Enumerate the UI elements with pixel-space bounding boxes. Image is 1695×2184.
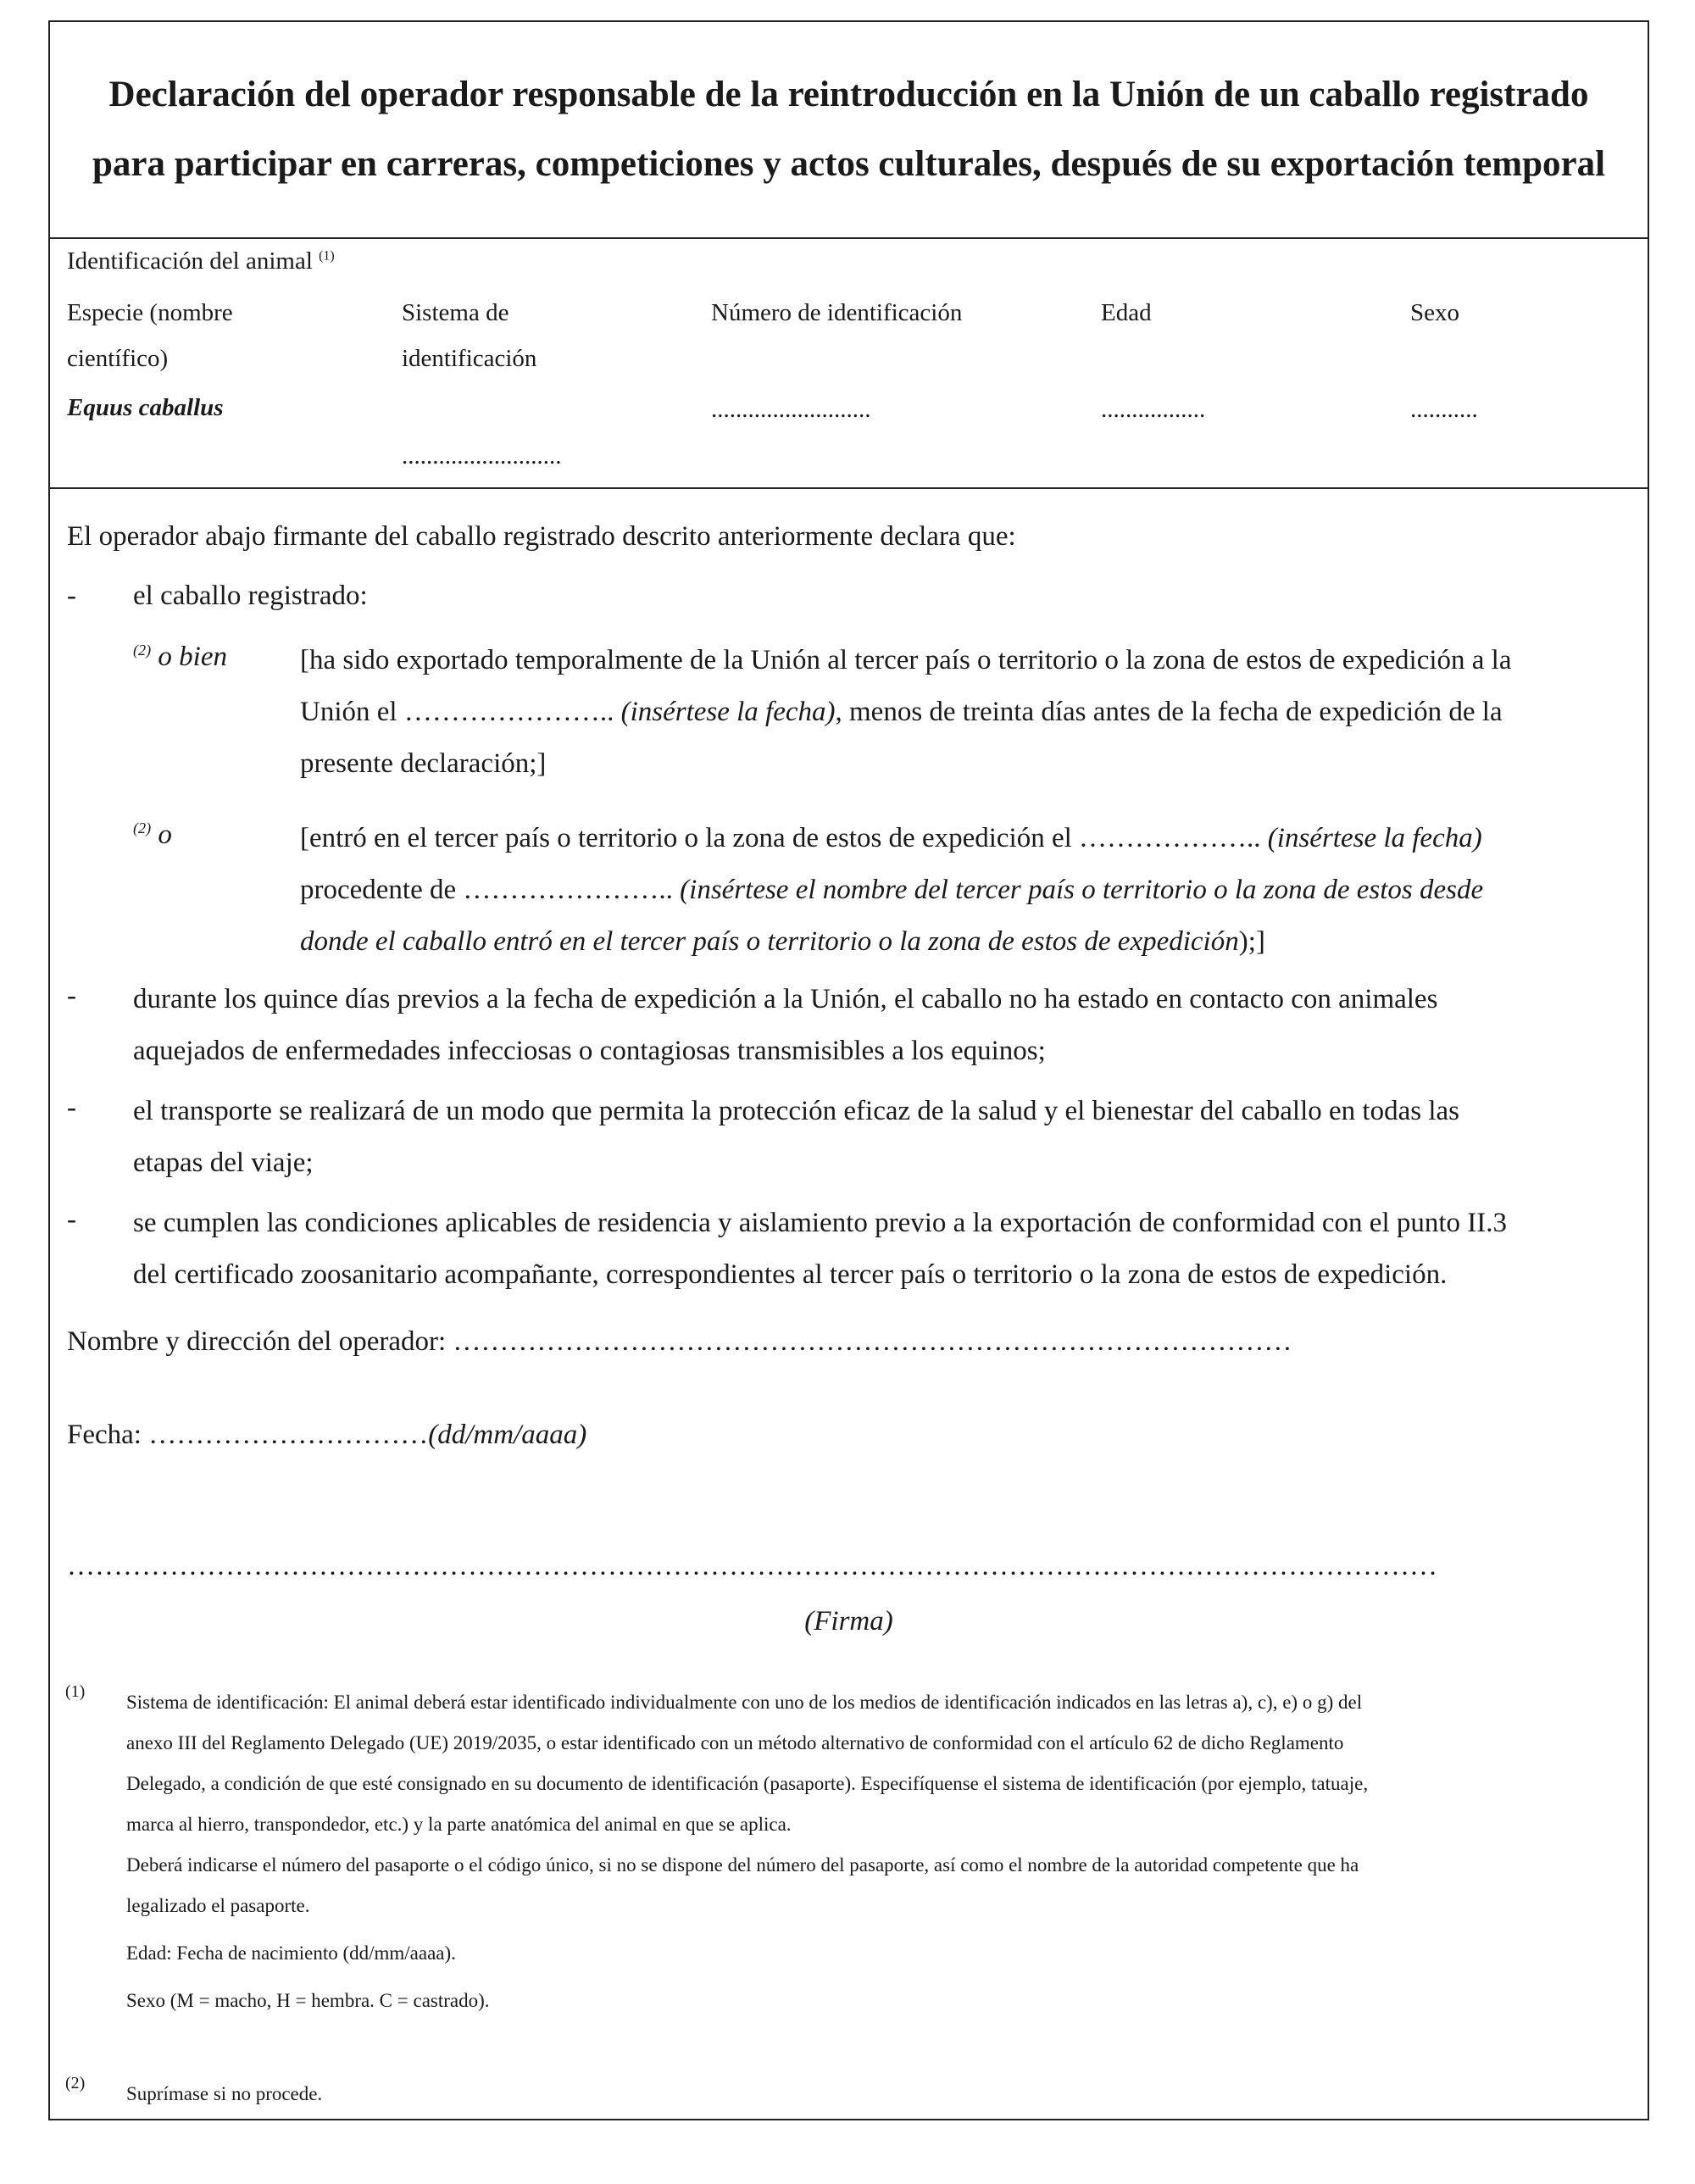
bullet: - — [67, 1092, 76, 1123]
column-sex: Sexo — [1410, 299, 1459, 326]
date-row — [67, 1420, 586, 1451]
item-transport: el transporte se realizará de un modo que permita la protección eficaz de la salud y el bienestar del caballo en todas las etapas del viaje; — [133, 1096, 1459, 1178]
item-registered-horse: el caballo registrado: — [133, 581, 368, 611]
signature-field[interactable]: ………………………………………………………………………………………………………………………………… — [67, 1551, 1437, 1581]
item-no-contact: durante los quince días previos a la fecha de expedición a la Unión, el caballo no ha estado en contacto con animales aquejados de enfermedades infecciosas o contagiosas transmisibles a los equinos; — [133, 984, 1438, 1066]
footnote-1-ref: (1) — [65, 1682, 86, 1701]
entry-date-field[interactable]: [entró en el tercer país o territorio o la zona de estos de expedición el ……………….. — [300, 823, 1261, 853]
footnote-1: Sistema de identificación: El animal deberá estar identificado individualmente con uno de los medios de identificación indicados en las letras a), c), e) o g) del anexo III del Reglamento Delegado (UE) 2019/2035, o estar identificado con un método alternativo de conformidad con el artículo 62 de dicho Reglamento Delegado, a condición de que esté consignado en su documento de identificación (pasaporte). Especifíquense el sistema de identificación (por ejemplo, tatuaje, marca al hierro, transpondedor, etc.) y la parte anatómica del animal en que se aplica. Deberá indicarse el número del pasaporte o el código único, si no se dispone del número del pasaporte, así como el nombre de la autoridad competente que ha legalizado el pasaporte. Edad: Fecha de nacimiento (dd/mm/aaaa). Sexo (M = macho, H = hembra. C = castrado). — [126, 1692, 1369, 2011]
item-residence-conditions: se cumplen las condiciones aplicables de residencia y aislamiento previo a la exportación de conformidad con el punto II.3 del certificado zoosanitario acompañante, correspondientes al tercer país o territorio o la zona de estos de expedición. — [133, 1208, 1508, 1290]
date-field[interactable]: ………………………… — [148, 1420, 429, 1450]
footnote-ref-2: (2) — [133, 820, 152, 836]
export-date-field[interactable]: Unión el ………………….. — [300, 697, 614, 727]
origin-country-field[interactable]: procedente de ………………….. — [300, 875, 673, 905]
bullet: - — [67, 581, 76, 611]
title-section — [50, 22, 1648, 239]
footnote-2: Suprímase si no procede. — [126, 2083, 323, 2104]
option-1-marker: $^{(2)}$ o bien — [133, 642, 227, 672]
species-value: Equus caballus — [67, 394, 224, 421]
operator-name-field[interactable]: ……………………………………………………………………………… — [453, 1326, 1292, 1357]
option-1-text: [ha sido exportado temporalmente de la Unión al tercer país o territorio o la zona de estos de expedición a la Unión el ………………….. (insértese la fecha), menos de treinta días antes de la fecha de expedición de la presente declaración;] — [300, 645, 1512, 779]
document-title: Declaración del operador responsable de la reintroducción en la Unión de un caballo registrado para participar en carreras, competiciones y actos culturales, después de su exportación temporal — [92, 75, 1606, 184]
footnote-ref-1: (1) — [319, 248, 335, 264]
column-identification-number: Número de identificación — [711, 299, 963, 326]
footnote-ref-2: (2) — [133, 642, 152, 659]
bullet: - — [67, 981, 76, 1011]
sex-field[interactable]: ........... — [1410, 396, 1478, 423]
animal-identification-section — [50, 239, 1648, 489]
bullet: - — [67, 1204, 76, 1235]
option-2-marker: $^{(2)}$ o — [133, 820, 172, 850]
identification-number-field[interactable]: .......................... — [711, 396, 871, 423]
date-format-hint: (dd/mm/aaaa) — [428, 1420, 587, 1450]
identification-system-field[interactable]: .......................... — [402, 442, 562, 470]
signature-label: (Firma) — [804, 1606, 893, 1637]
column-species: Especie (nombre científico) — [67, 299, 233, 372]
column-identification-system: Sistema de identificación — [402, 299, 537, 372]
declaration-form — [48, 20, 1649, 2120]
declaration-intro: El operador abajo firmante del caballo registrado descrito anteriormente declara que: — [67, 521, 1016, 552]
operator-name-row — [67, 1326, 1292, 1358]
date-label: Fecha: — [67, 1420, 142, 1450]
column-age: Edad — [1101, 299, 1152, 326]
identification-heading: Identificación del animal $^{(1)}$ — [67, 247, 335, 275]
age-field[interactable]: ................. — [1101, 396, 1206, 423]
option-2-text: [entró en el tercer país o territorio o la zona de estos de expedición el ……………….. (insértese la fecha) procedente de ………………….. (insértese el nombre del tercer país o territorio o la zona de estos desde donde el caballo entró en el tercer país o territorio o la zona de estos de expedición);] — [300, 823, 1484, 957]
operator-name-label: Nombre y dirección del operador: — [67, 1326, 447, 1357]
footnote-2-ref: (2) — [65, 2074, 86, 2092]
